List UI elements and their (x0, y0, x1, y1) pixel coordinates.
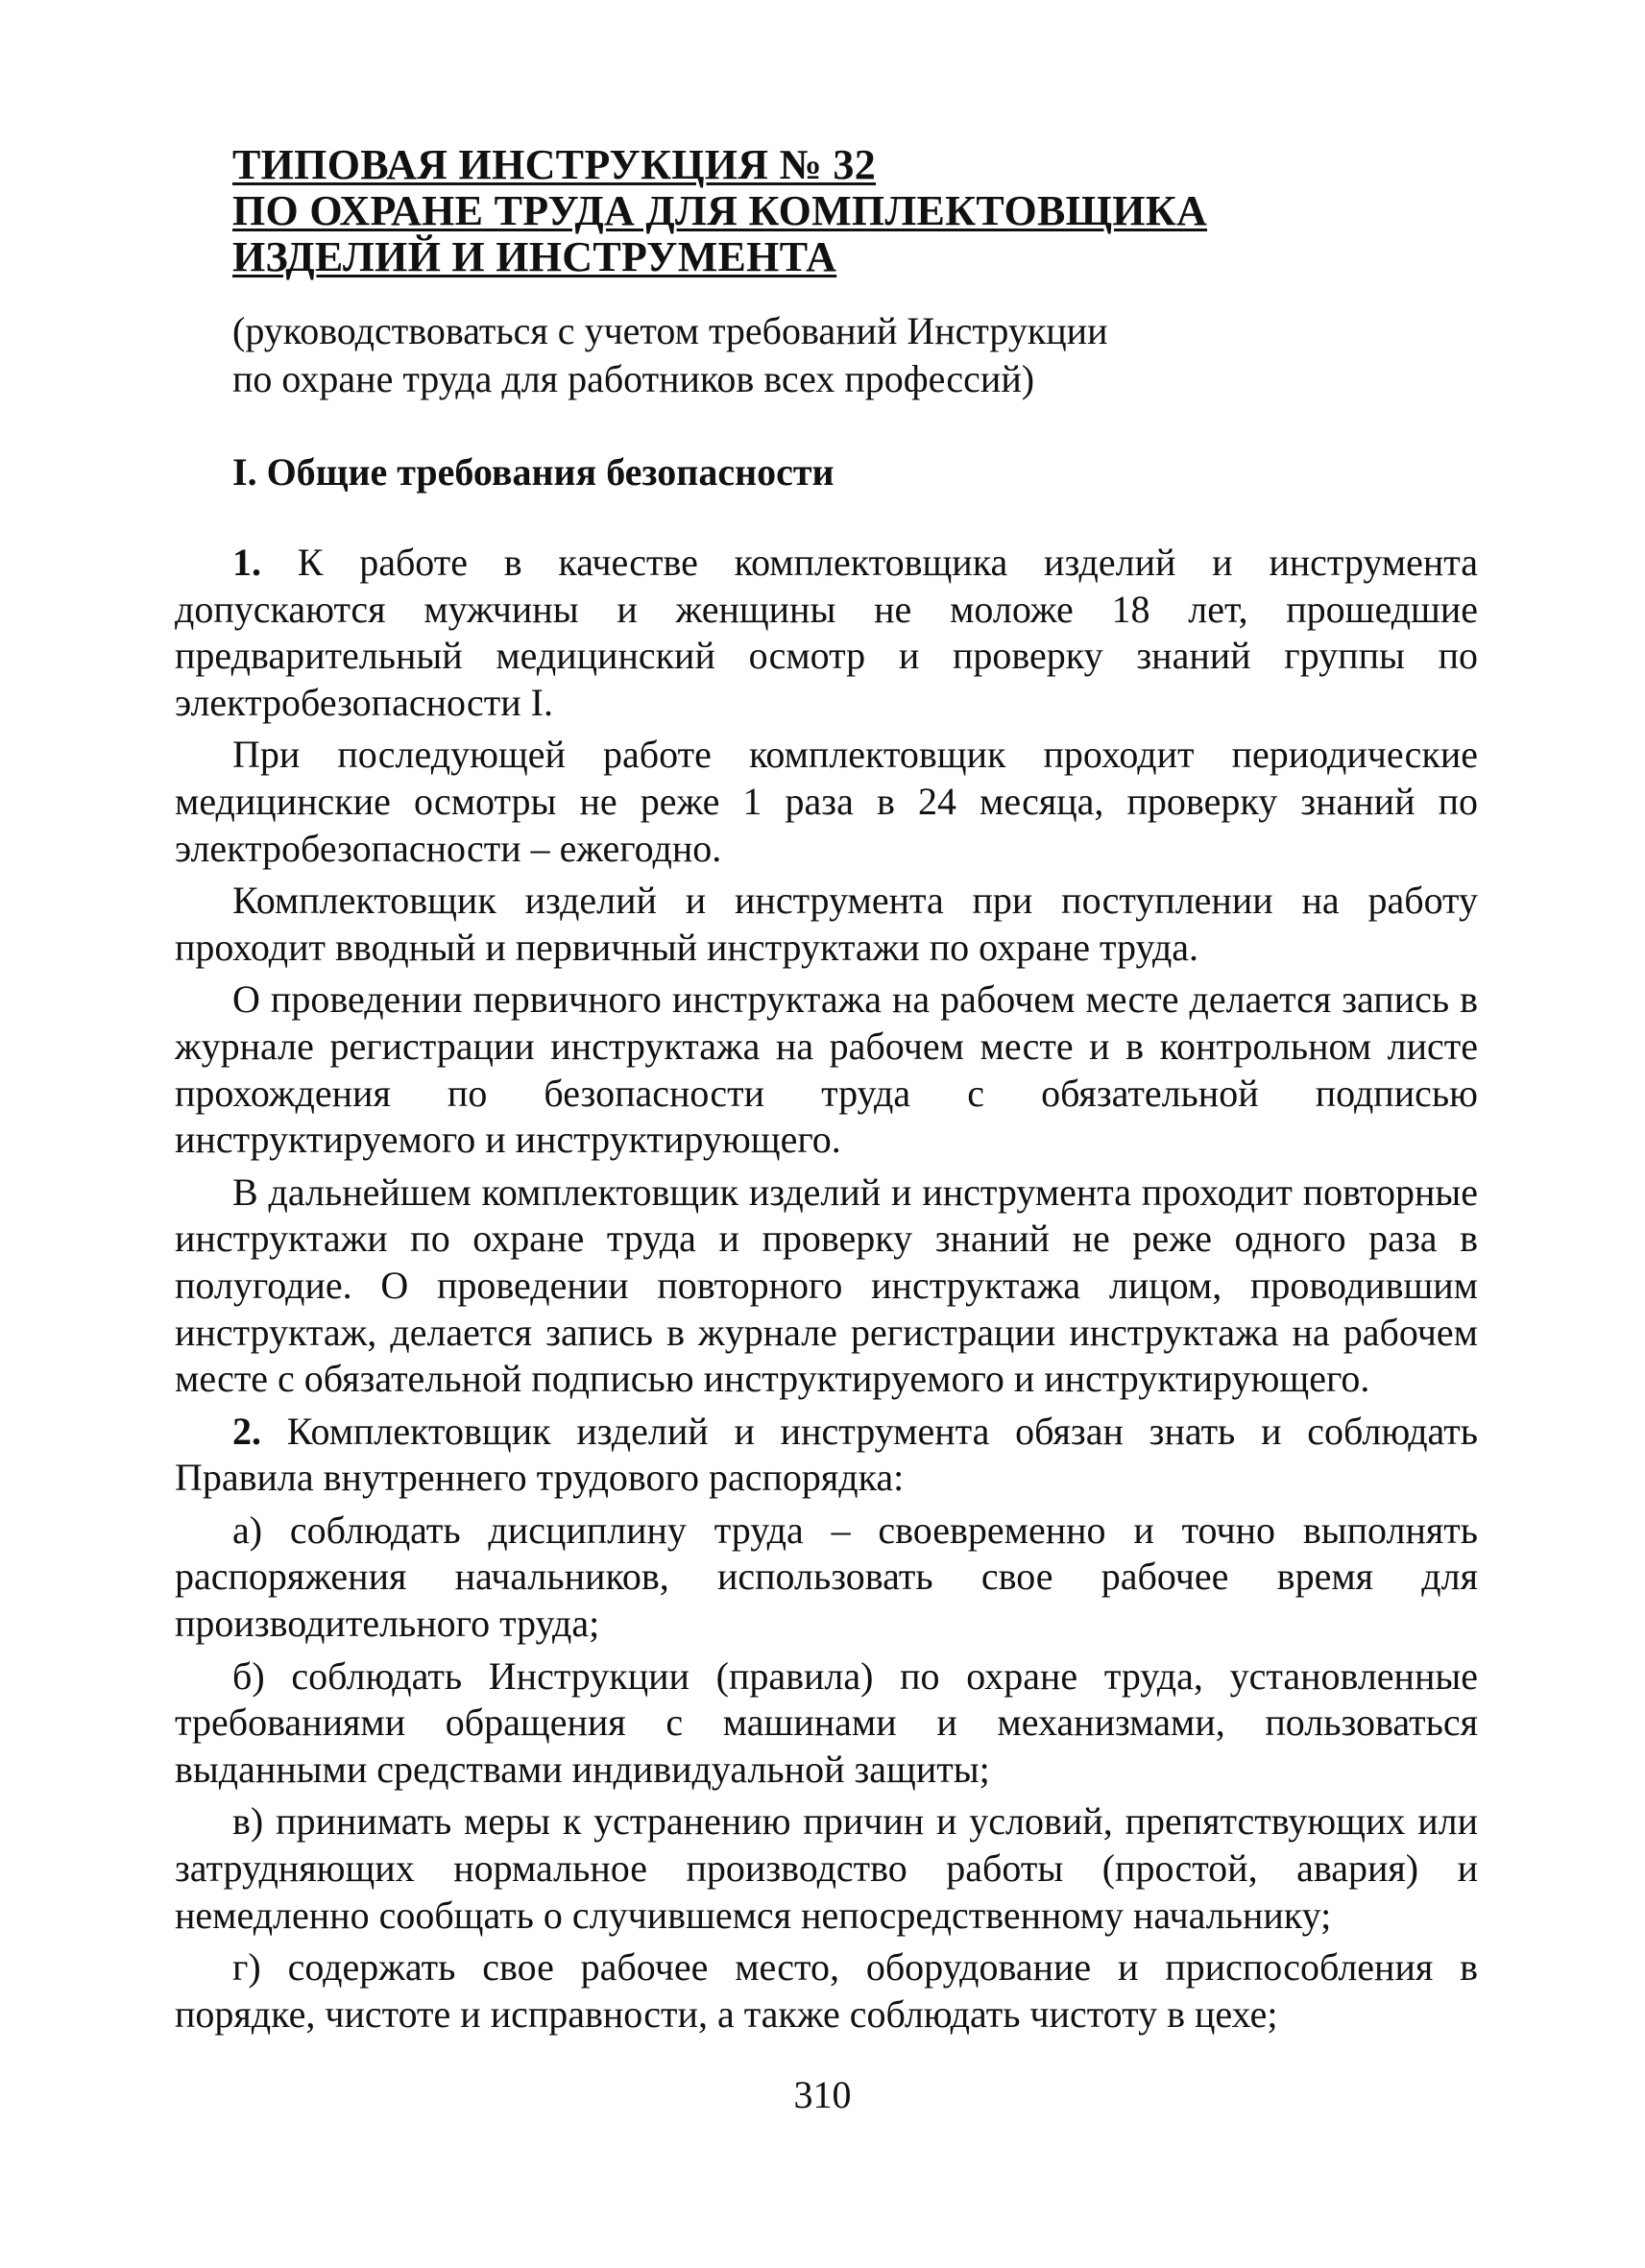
title-line-2: ПО ОХРАНЕ ТРУДА ДЛЯ КОМПЛЕКТОВЩИКА (232, 187, 1208, 234)
page-number: 310 (793, 2073, 852, 2116)
paragraph (175, 1170, 1478, 1403)
paragraph-text: К работе в качестве комплектовщика изделий и инструмента допускаются мужчины и женщины не моложе 18 лет, прошедшие предварительный медицинский осмотр и проверку знаний группы по электробезопасности I. (175, 541, 1478, 724)
section-heading: I. Общие требования безопасности (232, 450, 835, 494)
paragraph-text: Комплектовщик изделий и инструмента обязан знать и соблюдать Правила внутреннего трудового распорядка: (175, 1409, 1478, 1500)
title-line-1: ТИПОВАЯ ИНСТРУКЦИЯ № 32 (232, 141, 877, 188)
list-item (175, 1944, 1478, 2038)
paragraph-text: О проведении первичного инструктажа на рабочем месте делается запись в журнале регистрации инструктажа на рабочем месте и в контрольном листе прохождения по безопасности труда с обязательной подписью инструктируемого и инструктирующего. (175, 977, 1478, 1162)
list-item-text: а) соблюдать дисциплину труда – своевременно и точно выполнять распоряжения начальников, использовать свое рабочее время для производительного труда; (175, 1508, 1478, 1646)
paragraph-text: В дальнейшем комплектовщик изделий и инструмента проходит повторные инструктажи по охране труда и проверку знаний не реже одного раза в полугодие. О проведении повторного инструктажа лицом, проводившим инструктаж, делается запись в журнале регистрации инструктажа на рабочем месте с обязательной подписью инструктируемого и инструктирующего. (175, 1170, 1478, 1401)
paragraph-text: Комплектовщик изделий и инструмента при поступлении на работу проходит вводный и первичный инструктажи по охране труда. (175, 879, 1478, 969)
paragraph-number: 2. (232, 1409, 261, 1453)
list-item (175, 1653, 1478, 1794)
paragraph-text: При последующей работе комплектовщик проходит периодические медицинские осмотры не реже 1 раза в 24 месяца, проверку знаний по электробезопасности – ежегодно. (175, 733, 1478, 870)
document-title (232, 142, 1481, 280)
list-item-text: б) соблюдать Инструкции (правила) по охране труда, установленные требованиями обращения с машинами и механизмами, пользоваться выданными средствами индивидуальной защиты; (175, 1653, 1478, 1791)
paragraph (175, 732, 1478, 872)
paragraph (175, 1409, 1478, 1502)
paragraph (175, 977, 1478, 1163)
list-item-text: г) содержать свое рабочее место, оборудование и приспособления в порядке, чистоте и исправности, а также соблюдать чистоту в цехе; (175, 1945, 1478, 2036)
body-text (175, 540, 1478, 2043)
title-line-3: ИЗДЕЛИЙ И ИНСТРУМЕНТА (232, 233, 837, 280)
list-item-text: в) принимать меры к устранению причин и условий, препятствующих или затрудняющих нормальное производство работы (простой, авария) и немедленно сообщать о случившемся непосредственному начальнику; (175, 1799, 1478, 1937)
paragraph (175, 540, 1478, 726)
list-item (175, 1508, 1478, 1648)
subtitle-line-2: по охране труда для работников всех профессий) (232, 357, 1035, 400)
subtitle-line-1: (руководствоваться с учетом требований Инструкции (232, 309, 1108, 352)
document-subtitle (232, 307, 1481, 403)
paragraph (175, 878, 1478, 971)
paragraph-number: 1. (232, 541, 261, 584)
list-item (175, 1798, 1478, 1939)
